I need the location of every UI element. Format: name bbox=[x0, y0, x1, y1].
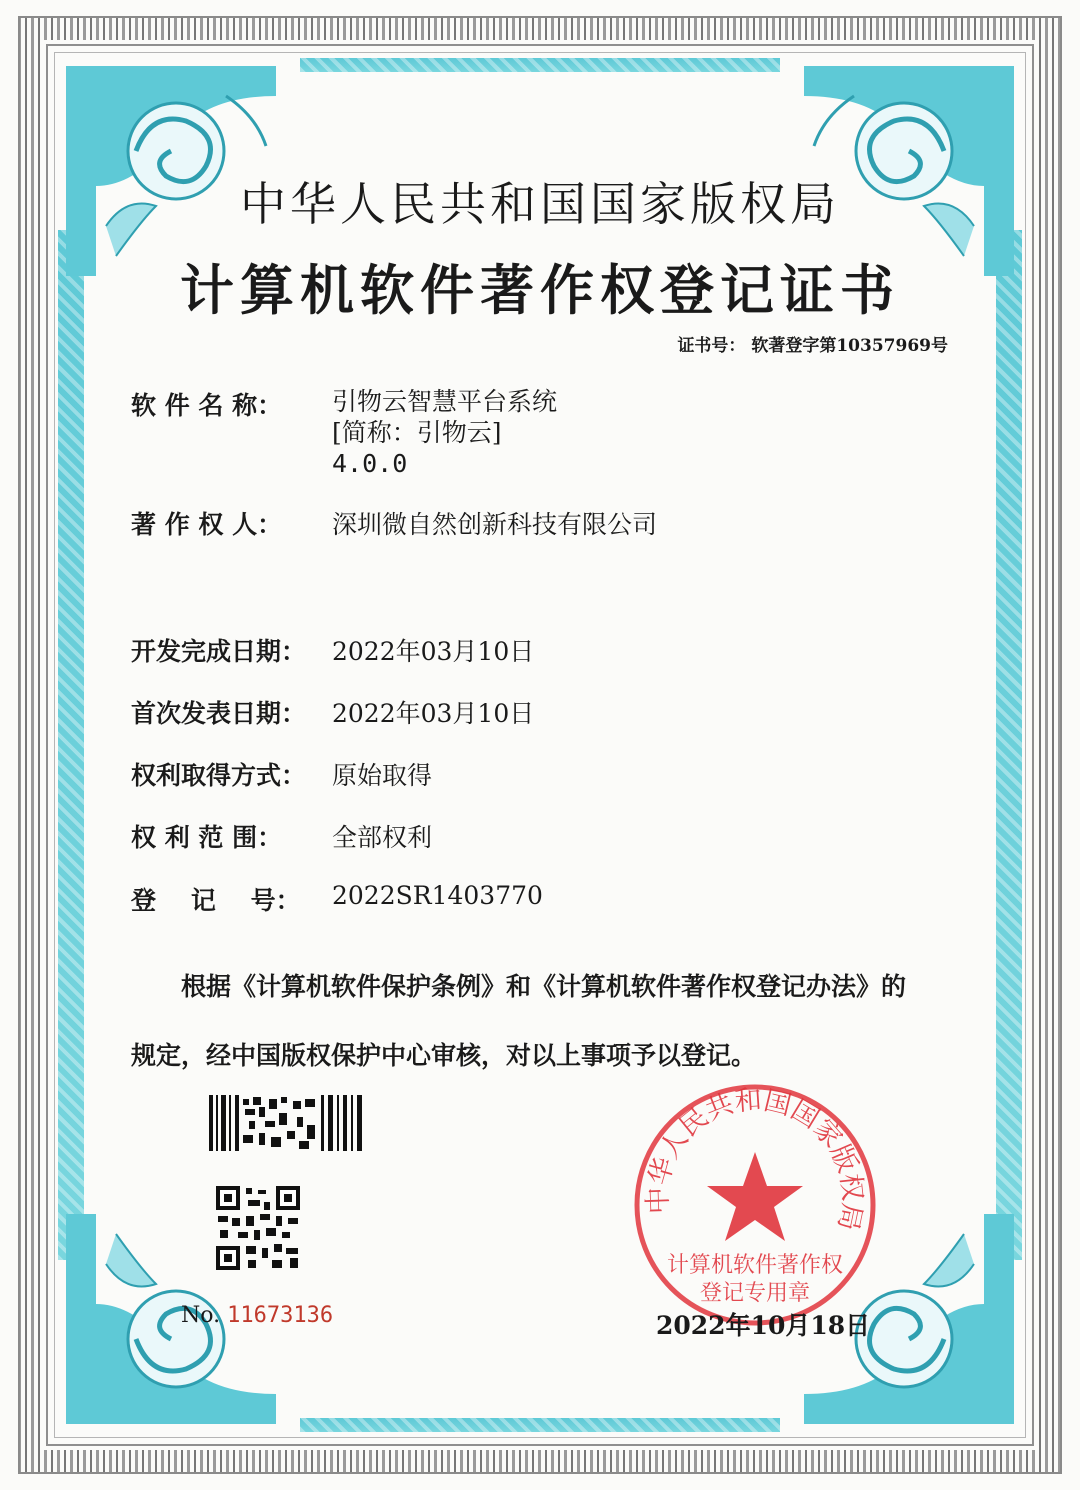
barcode-image bbox=[209, 1095, 365, 1151]
publication-date-row bbox=[131, 694, 535, 730]
rights-scope-value: 全部权利 bbox=[332, 823, 433, 852]
registration-number-label: 登 记 号： bbox=[131, 886, 301, 915]
top-ornament-band bbox=[300, 58, 780, 72]
certificate-number: 证书号： 软著登字第10357969号 bbox=[677, 336, 948, 356]
serial-number-value: 11673136 bbox=[227, 1303, 334, 1328]
serial-number bbox=[181, 1303, 333, 1328]
seal-inner-text-1: 计算机软件著作权 bbox=[666, 1253, 844, 1278]
publication-date-value: 2022年03月10日 bbox=[332, 699, 535, 728]
acquisition-method-value: 原始取得 bbox=[332, 761, 433, 790]
software-short-name: [简称：引物云] bbox=[332, 418, 502, 447]
acquisition-method-label: 权利取得方式： bbox=[131, 761, 307, 790]
seal-inner-text-2: 登记专用章 bbox=[699, 1281, 811, 1306]
statement-line-2: 规定，经中国版权保护中心审核，对以上事项予以登记。 bbox=[131, 1041, 757, 1070]
software-name-label: 软 件 名 称： bbox=[131, 391, 283, 420]
seal-outer-text: 中华人民共和国国家版权局 bbox=[642, 1084, 868, 1234]
copyright-owner-row bbox=[131, 505, 658, 541]
certification-statement bbox=[131, 952, 971, 1090]
software-name-row bbox=[131, 386, 558, 478]
publication-date-label: 首次发表日期： bbox=[131, 699, 307, 728]
software-version: 4.0.0 bbox=[332, 449, 408, 478]
rights-scope-row bbox=[131, 818, 433, 854]
bottom-ornament-band bbox=[300, 1418, 780, 1432]
issuing-authority: 中华人民共和国国家版权局 bbox=[240, 177, 840, 231]
right-ornament-band bbox=[996, 230, 1022, 1260]
issue-date: 2022年10月18日 bbox=[656, 1311, 871, 1340]
qr-code-image bbox=[216, 1186, 300, 1270]
copyright-owner-value: 深圳微自然创新科技有限公司 bbox=[332, 510, 658, 539]
development-date-label: 开发完成日期： bbox=[131, 637, 307, 666]
left-ornament-band bbox=[58, 230, 84, 1260]
software-name-block bbox=[332, 386, 557, 479]
registration-number-value: 2022SR1403770 bbox=[332, 881, 543, 910]
official-red-seal bbox=[630, 1080, 880, 1330]
rights-scope-label: 权 利 范 围： bbox=[131, 823, 283, 852]
acquisition-method-row bbox=[131, 756, 433, 792]
certificate-title: 计算机软件著作权登记证书 bbox=[180, 258, 900, 322]
registration-number-row bbox=[131, 881, 543, 917]
serial-prefix: No. bbox=[181, 1303, 221, 1328]
statement-line-1: 根据《计算机软件保护条例》和《计算机软件著作权登记办法》的 bbox=[181, 972, 907, 1001]
copyright-owner-label: 著 作 权 人： bbox=[131, 510, 283, 539]
software-name-value: 引物云智慧平台系统 bbox=[332, 387, 558, 416]
development-date-value: 2022年03月10日 bbox=[332, 637, 535, 666]
development-date-row bbox=[131, 632, 535, 668]
